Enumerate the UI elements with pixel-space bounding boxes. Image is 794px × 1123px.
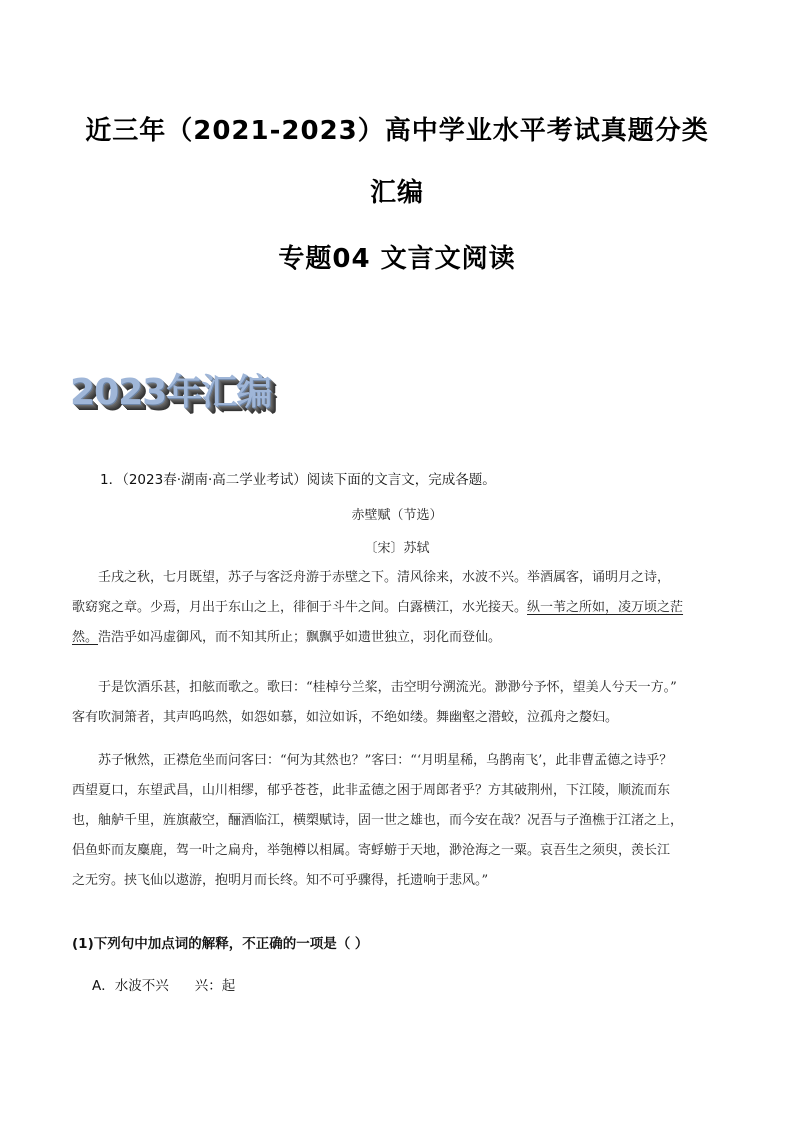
paragraph-line: 之无穷。挟飞仙以遨游，抱明月而长终。知不可乎骤得，托遗响于悲风。”: [72, 873, 489, 888]
passage-author: 〔宋〕苏轼: [364, 541, 430, 556]
option-a-label: A．水波不兴: [92, 978, 169, 994]
passage-paragraph-3: [72, 746, 726, 896]
paragraph-line: 客有吹洞箫者，其声呜呜然，如怨如慕，如泣如诉，不绝如缕。舞幽壑之潜蛟，泣孤舟之嫠妇。: [72, 710, 619, 725]
document-subtitle: 专题04 文言文阅读: [278, 244, 516, 274]
passage-paragraph-1: [72, 563, 726, 653]
paragraph-line: 壬戌之秋，七月既望，苏子与客泛舟游于赤壁之下。清风徐来，水波不兴。举酒属客，诵明月之诗，: [98, 570, 671, 585]
paragraph-line: 也，舳舻千里，旌旗蔽空，酾酒临江，横槊赋诗，固一世之雄也，而今安在哉？况吾与子渔樵于江渚之上，: [72, 813, 684, 828]
document-title-line2: 汇编: [369, 178, 424, 208]
option-a: [92, 974, 235, 994]
sub-question: (1)下列句中加点词的解释，不正确的一项是（ ）: [72, 936, 369, 952]
option-a-gloss: 兴：起: [194, 978, 236, 994]
paragraph-line: 于是饮酒乐甚，扣舷而歌之。歌曰：“桂棹兮兰桨，击空明兮溯流光。渺渺兮予怀，望美人兮天一方。”: [98, 680, 677, 695]
section-banner: 2023年汇编: [70, 372, 272, 413]
document-title-line1: 近三年（2021-2023）高中学业水平考试真题分类: [85, 116, 709, 146]
paragraph-text: 浩浩乎如冯虚御风，而不知其所止；飘飘乎如遗世独立，羽化而登仙。: [98, 630, 502, 645]
paragraph-line: [72, 623, 726, 653]
underlined-sentence: 纵一苇之所如，凌万顷之茫: [527, 600, 684, 615]
passage-title: 赤壁赋（节选）: [351, 508, 443, 523]
paragraph-line: 西望夏口，东望武昌，山川相缪，郁乎苍苍，此非孟德之困于周郎者乎？方其破荆州，下江陵，顺流而东: [72, 783, 671, 798]
paragraph-text: 歌窈窕之章。少焉，月出于东山之上，徘徊于斗牛之间。白露横江，水光接天。: [72, 600, 528, 615]
paragraph-line: [72, 593, 726, 623]
paragraph-line: 侣鱼虾而友麋鹿，驾一叶之扁舟，举匏樽以相属。寄蜉蝣于天地，渺沧海之一粟。哀吾生之须臾，羡长江: [72, 843, 671, 858]
underlined-sentence-end: 然。: [72, 630, 99, 645]
question-stem: 1．（2023春·湖南·高二学业考试）阅读下面的文言文，完成各题。: [100, 472, 496, 488]
passage-paragraph-2: [72, 673, 726, 733]
paragraph-line: 苏子愀然，正襟危坐而问客曰：“何为其然也？”客曰：“‘月明星稀，乌鹊南飞’，此非曹孟德之诗乎？: [98, 753, 673, 768]
